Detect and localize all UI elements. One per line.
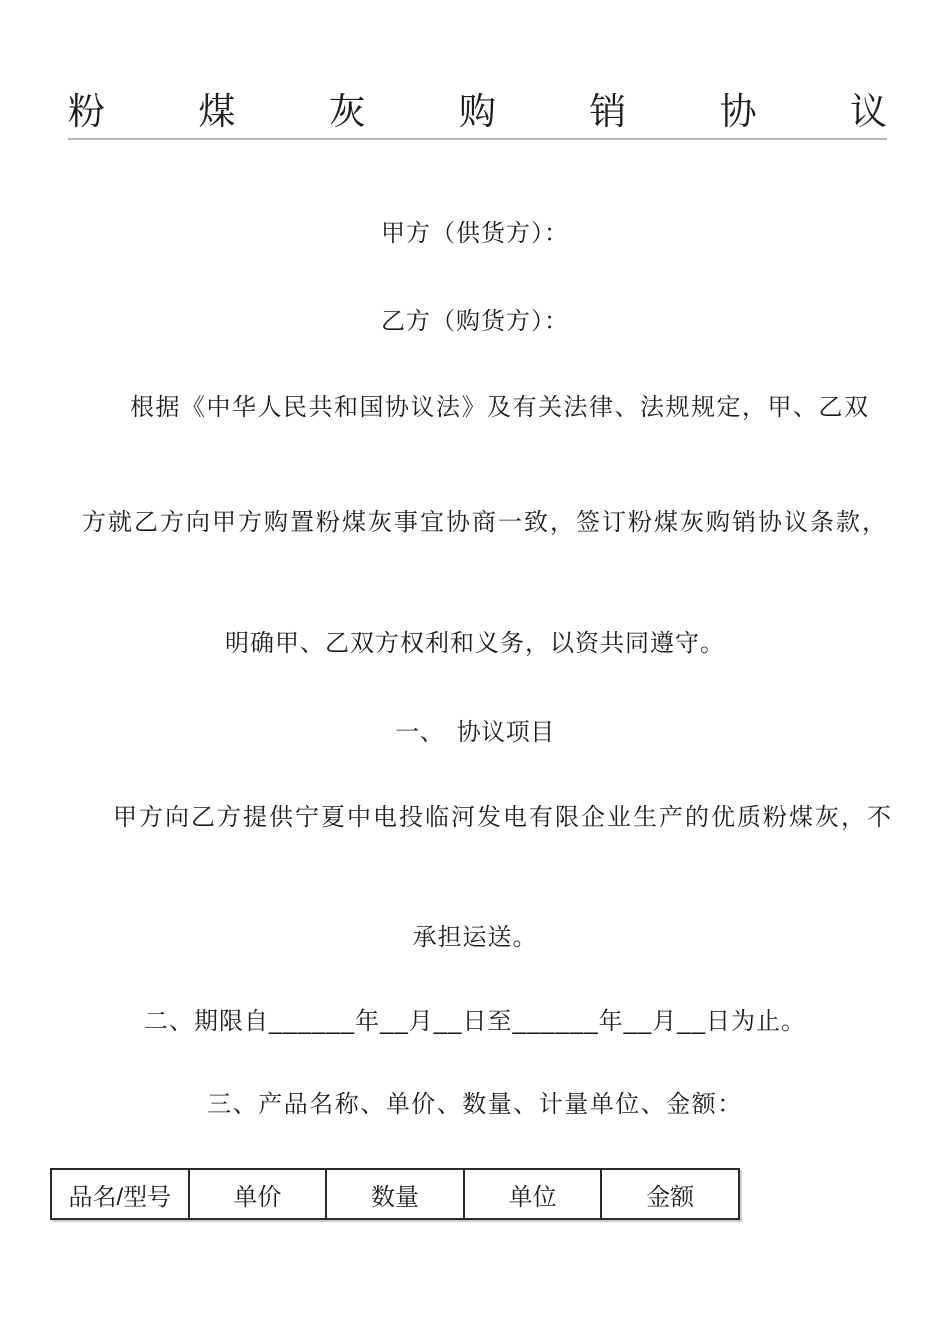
section-1-heading: 一、 协议项目 <box>395 719 555 746</box>
title-character: 购 <box>458 91 496 132</box>
table-header-product-name: 品名/型号 <box>51 1169 189 1219</box>
preamble-line-2: 方就乙方向甲方购置粉煤灰事宜协商一致，签订粉煤灰购销协议条款， <box>82 509 888 536</box>
table-header-amount: 金额 <box>601 1169 739 1219</box>
title-character: 销 <box>589 91 627 132</box>
table-header-quantity: 数量 <box>326 1169 464 1219</box>
party-a-line: 甲方（供货方）： <box>381 220 569 247</box>
title-character: 协 <box>719 91 757 132</box>
title-character: 议 <box>849 91 887 132</box>
page-title <box>68 92 887 133</box>
title-character: 煤 <box>198 91 236 132</box>
title-character: 灰 <box>328 91 366 132</box>
title-character: 粉 <box>68 91 105 132</box>
preamble-line-1: 根据《中华人民共和国协议法》及有关法律、法规规定，甲、乙双 <box>130 394 870 421</box>
section-3-line: 三、产品名称、单价、数量、计量单位、金额： <box>207 1091 743 1118</box>
table-header-unit: 单位 <box>464 1169 602 1219</box>
preamble-line-3: 明确甲、乙双方权利和义务，以资共同遵守。 <box>225 630 725 657</box>
product-table-header-row <box>51 1169 739 1219</box>
table-header-unit-price: 单价 <box>189 1169 327 1219</box>
product-table <box>50 1168 740 1220</box>
party-b-line: 乙方（购货方）： <box>381 308 569 335</box>
section-2-line: 二、期限自______年__月__日至______年__月__日为止。 <box>144 1008 806 1035</box>
section-1-line-1: 甲方向乙方提供宁夏中电投临河发电有限企业生产的优质粉煤灰，不 <box>113 804 893 831</box>
title-underline <box>68 138 887 140</box>
section-1-line-2: 承担运送。 <box>412 924 538 951</box>
